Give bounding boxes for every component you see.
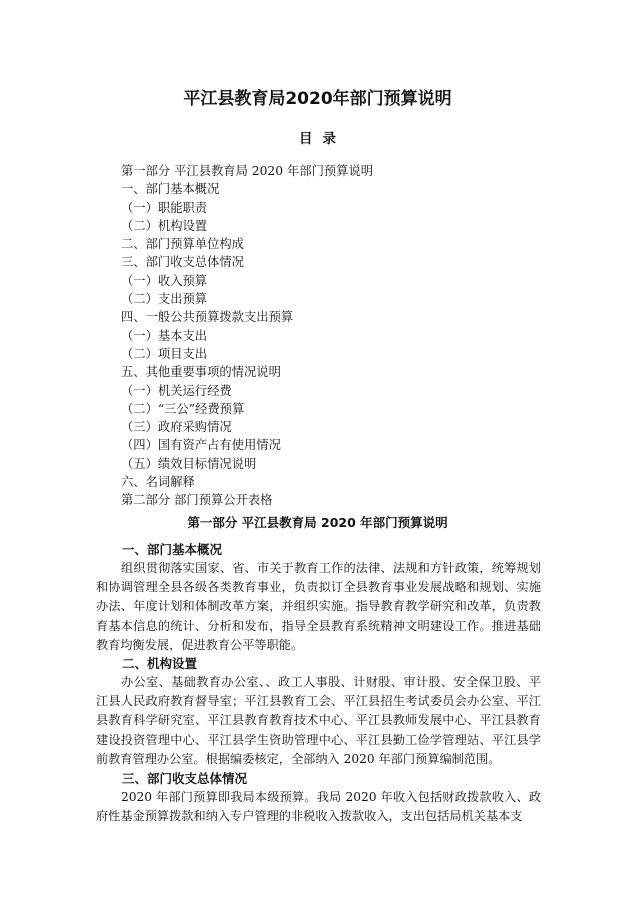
section-heading: 三、部门收支总体情况	[122, 771, 248, 786]
toc-item: 第二部分 部门预算公开表格	[121, 493, 273, 508]
toc-item: （五）绩效目标情况说明	[121, 456, 257, 471]
toc-item: 三、部门收支总体情况	[121, 255, 244, 270]
toc-item: （一）机关运行经费	[121, 383, 232, 398]
toc-item: （四）国有资产占有使用情况	[121, 438, 281, 453]
toc-item: 六、名词解释	[121, 475, 195, 490]
toc-item: （二）支出预算	[121, 292, 208, 307]
section-organization	[96, 654, 541, 769]
section-paragraph: 组织贯彻落实国家、省、市关于教育工作的法律、法规和方针政策，统筹规划和协调管理全县各级各类教育事业，负责拟订全县教育事业发展战略和规划、实施办法、年度计划和体制改革方案，并组织实施。指导教育教学研究和改革，负责教育基本信息的统计、分析和发布，指导全县教育系统精神文明建设工作。推进基础教育均衡发展，促进教育公平等职能。	[96, 561, 541, 652]
toc-item: 四、一般公共预算拨款支出预算	[121, 310, 294, 325]
toc-item: （二）机构设置	[121, 218, 208, 233]
part-one-title: 第一部分 平江县教育局 2020 年部门预算说明	[187, 515, 448, 530]
toc-item: 二、部门预算单位构成	[121, 237, 244, 252]
toc-item: （二）项目支出	[121, 346, 208, 361]
toc-item: （一）收入预算	[121, 273, 208, 288]
toc-item: （二）“三公”经费预算	[121, 401, 245, 416]
document-title: 平江县教育局2020年部门预算说明	[183, 89, 452, 109]
section-heading: 二、机构设置	[122, 656, 198, 671]
section-paragraph: 2020 年部门预算即我局本级预算。我局 2020 年收入包括财政拨款收入、政府性基金预算拨款和纳入专户管理的非税收入拨款收入，支出包括局机关基本支	[96, 790, 541, 824]
toc-item: （三）政府采购情况	[121, 420, 232, 435]
toc-item: 一、部门基本概况	[121, 182, 220, 197]
table-of-contents	[121, 162, 373, 510]
toc-item: 第一部分 平江县教育局 2020 年部门预算说明	[121, 164, 374, 178]
toc-heading: 目录	[299, 131, 346, 147]
toc-item: 五、其他重要事项的情况说明	[121, 365, 281, 380]
toc-item: （一）基本支出	[121, 328, 208, 343]
section-revenue-expenditure	[96, 769, 541, 826]
section-paragraph: 办公室、基础教育办公室、、政工人事股、计财股、审计股、安全保卫股、平江县人民政府教育督导室；平江县教育工会、平江县招生考试委员会办公室、平江县教育科学研究室、平江县教育教育技术中心、平江县教师发展中心、平江县教育建设投资管理中心、平江县学生资助管理中心、平江县勤工俭学管理站、平江县学前教育管理办公室。根据编委核定，全部纳入 2020 年部门预算编制范围。	[96, 675, 541, 766]
section-basic-overview	[96, 540, 541, 655]
section-heading: 一、部门基本概况	[122, 542, 223, 557]
toc-item: （一）职能职责	[121, 200, 208, 215]
